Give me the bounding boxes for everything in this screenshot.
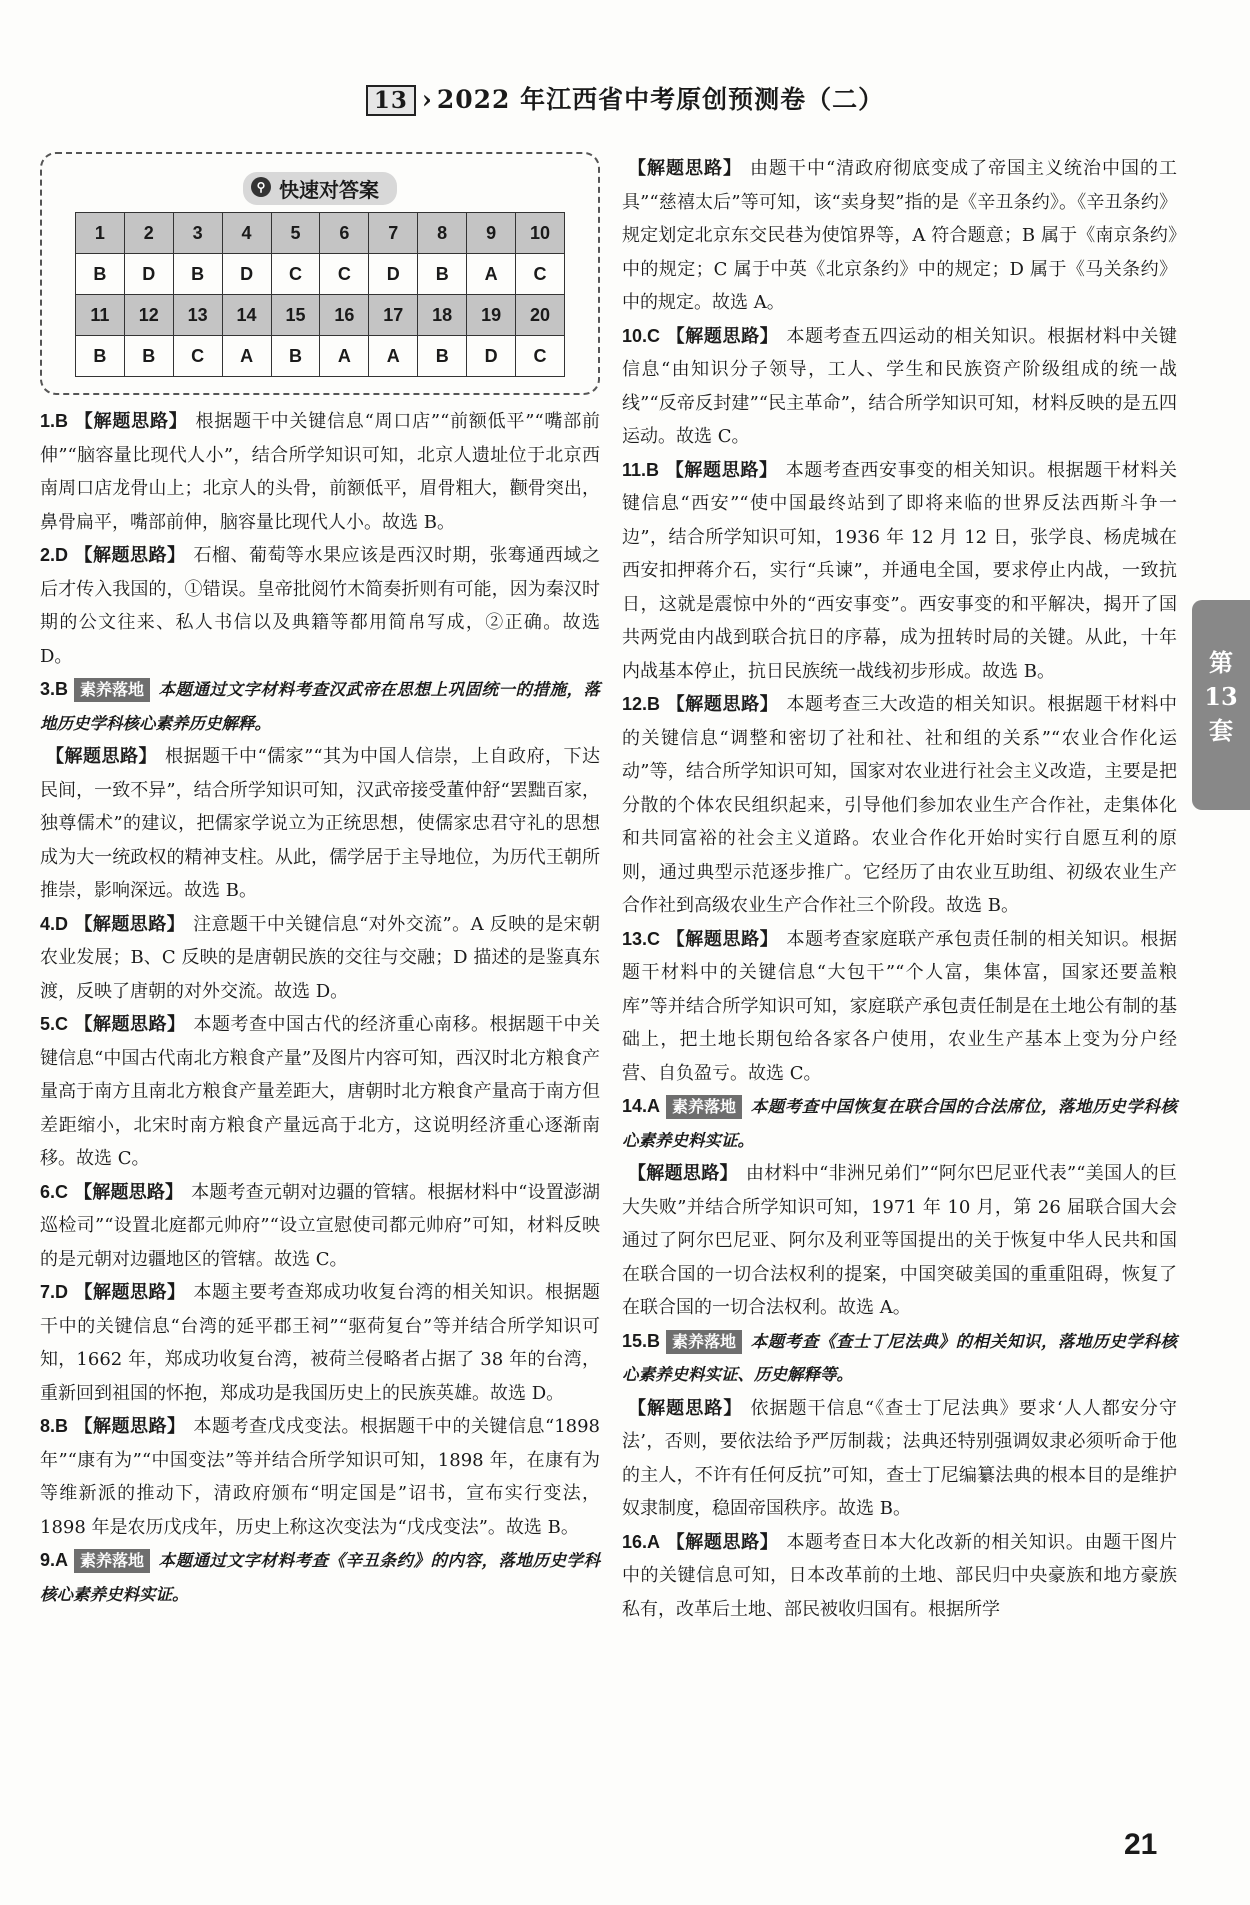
answer-explanation: [622, 152, 1177, 320]
answer-cell: D: [222, 254, 271, 295]
question-number: 8.B: [40, 1416, 69, 1436]
literacy-note: 本题考查《查士丁尼法典》的相关知识，落地历史学科核心素养史料实证、历史解释等。: [622, 1331, 1177, 1384]
answer-cell: B: [418, 336, 467, 377]
answer-cell: 9: [467, 213, 516, 254]
solution-tag: 【解题思路】: [74, 1416, 186, 1437]
answer-cell: A: [320, 336, 369, 377]
answer-cell: 5: [271, 213, 320, 254]
solution-text: 石榴、葡萄等水果应该是西汉时期，张骞通西域之后才传入我国的，①错误。皇帝批阅竹木简奏折则有可能，因为秦汉时期的公文往来、私人书信以及典籍等都用简帛写成，②正确。故选 D。: [40, 545, 601, 667]
question-number: 13.C: [622, 928, 661, 949]
answer-cell: 19: [467, 295, 516, 336]
answer-cell: C: [271, 254, 320, 295]
solution-tag: 【解题思路】: [74, 411, 188, 432]
solution-tag: 【解题思路】: [74, 545, 186, 566]
solution-tag: 【解题思路】: [628, 1397, 743, 1419]
literacy-badge: 素养落地: [74, 678, 150, 702]
solution-tag: 【解题思路】: [628, 1163, 738, 1184]
answer-cell: 18: [418, 295, 467, 336]
solution-text: 本题考查西安事变的相关知识。根据题干材料关键信息“西安”“使中国最终站到了即将来临的世界反法西斯斗争一边”，结合所学知识可知，1936 年 12 月 12 日，张学良、杨虎城在西安扣押蒋介石，实行“兵谏”，并通电全国，要求停止内战，一致抗日，这就是震惊中外的“西安事变”。西安事变的和平解决，揭开了国共两党由内战到联合抗日的序幕，成为扭转时局的关键。从此，十年内战基本停止，抗日民族统一战线初步形成。故选 B。: [622, 459, 1178, 682]
answer-explanation: [40, 405, 600, 539]
answer-cell: A: [467, 254, 516, 295]
answer-cell: A: [369, 336, 418, 377]
solution-text: 本题考查家庭联产承包责任制的相关知识。根据题干材料中的关键信息“大包干”“个人富，集体富，国家还要盖粮库”等并结合所学知识可知，家庭联产承包责任制是在土地公有制的基础上，把土地长期包给各家各户使用，农业生产基本上变为分户经营、自负盈亏。故选 C。: [622, 928, 1178, 1084]
question-number: 6.C: [40, 1181, 69, 1202]
literacy-badge: 素养落地: [666, 1095, 742, 1119]
solution-tag: 【解题思路】: [74, 1181, 184, 1203]
answer-explanation: [622, 1325, 1177, 1526]
answer-cell: D: [467, 336, 516, 377]
answer-cell: D: [369, 254, 418, 295]
answer-cell: 3: [173, 213, 222, 254]
solution-text: 本题考查三大改造的相关知识。根据题干材料中的关键信息“调整和密切了社和社、社和组的关系”“农业合作化运动”等，结合所学知识可知，国家对农业进行社会主义改造，主要是把分散的个体农民组织起来，引导他们参加农业生产合作社，走集体化和共同富裕的社会主义道路。农业合作化开始时实行自愿互利的原则，通过典型示范逐步推广。它经历了由农业互助组、初级农业生产合作社到高级农业生产合作社三个阶段。故选 B。: [622, 694, 1178, 916]
answer-cell: B: [173, 254, 222, 295]
question-number: 4.D: [40, 913, 69, 934]
solution-text: 本题考查五四运动的相关知识。根据材料中关键信息“由知识分子领导，工人、学生和民族资产阶级组成的统一战线”“反帝反封建”“民主革命”，结合所学知识可知，材料反映的是五四运动。故选 C。: [622, 325, 1178, 447]
answer-explanation: [622, 320, 1177, 454]
answer-explanation: [40, 1008, 600, 1176]
solution-text: 本题考查元朝对边疆的管辖。根据材料中“设置澎湖巡检司”“设置北庭都元帅府”“设立宣慰使司都元帅府”可知，材料反映的是元朝对边疆地区的管辖。故选 C。: [40, 1181, 600, 1270]
literacy-note: 本题通过文字材料考查汉武帝在思想上巩固统一的措施，落地历史学科核心素养历史解释。: [40, 680, 600, 733]
answer-cell: 15: [271, 295, 320, 336]
answer-cell: B: [124, 336, 173, 377]
answer-cell: 20: [516, 295, 565, 336]
question-number: 3.B: [40, 679, 69, 699]
question-number: 10.C: [622, 325, 661, 346]
answer-cell: 2: [124, 213, 173, 254]
answer-cell: 13: [173, 295, 222, 336]
answer-number-row: [76, 295, 565, 336]
answer-cell: B: [271, 336, 320, 377]
quick-answer-box: [40, 152, 600, 395]
solution-text: 本题主要考查郑成功收复台湾的相关知识。根据题干中的关键信息“台湾的延平郡王祠”“驱荷复台”等并结合所学知识可知，1662 年，郑成功收复台湾，被荷兰侵略者占据了 38 年的台湾，重新回到祖国的怀抱，郑成功是我国历史上的民族英雄。故选 D。: [40, 1282, 601, 1404]
solution-tag: 【解题思路】: [666, 325, 779, 347]
answer-cell: 1: [76, 213, 125, 254]
answer-cell: 8: [418, 213, 467, 254]
solution-text: 本题考查中国古代的经济重心南移。根据题干中关键信息“中国古代南北方粮食产量”及图片内容可知，西汉时北方粮食产量高于南方且南北方粮食产量差距大，唐朝时北方粮食产量高于南方但差距缩小，北宋时南方粮食产量远高于北方，这说明经济重心逐渐南移。故选 C。: [40, 1014, 601, 1169]
answer-cell: C: [516, 336, 565, 377]
answer-cell: 10: [516, 213, 565, 254]
answer-explanation: [622, 923, 1177, 1091]
solution-tag: 【解题思路】: [74, 1282, 186, 1303]
question-number: 15.B: [622, 1330, 661, 1351]
page-number: 21: [1124, 1828, 1158, 1861]
answer-cell: 16: [320, 295, 369, 336]
solution-tag: 【解题思路】: [46, 746, 157, 767]
solution-text: 依据题干信息“《查士丁尼法典》要求‘人人都安分守法’，否则，要依法给予严厉制裁；法典还特别强调奴隶必须听命于他的主人，不许有任何反抗”可知，查士丁尼编纂法典的根本目的是维护奴隶制度，稳固帝国秩序。故选 B。: [622, 1397, 1178, 1519]
literacy-note: 本题通过文字材料考查《辛丑条约》的内容，落地历史学科核心素养史料实证。: [40, 1551, 600, 1604]
question-number: 2.D: [40, 545, 69, 565]
answer-cell: B: [418, 254, 467, 295]
answer-cell: C: [516, 254, 565, 295]
answer-explanation: [622, 1090, 1177, 1325]
answer-explanation: [40, 908, 600, 1009]
literacy-badge: 素养落地: [666, 1330, 742, 1354]
solution-tag: 【解题思路】: [628, 158, 742, 179]
literacy-note: 本题考查中国恢复在联合国的合法席位，落地历史学科核心素养史料实证。: [622, 1097, 1177, 1150]
answer-letter-row: [76, 254, 565, 295]
solution-text: 注意题干中关键信息“对外交流”。A 反映的是宋朝农业发展；B、C 反映的是唐朝民族的交往与交融；D 描述的是鉴真东渡，反映了唐朝的对外交流。故选 D。: [40, 913, 601, 1002]
answer-cell: 14: [222, 295, 271, 336]
solution-text: 由题干中“清政府彻底变成了帝国主义统治中国的工具”“慈禧太后”等可知，该“卖身契”指的是《辛丑条约》。《辛丑条约》规定划定北京东交民巷为使馆界等，A 符合题意；B 属于《南京条约》中的规定；C 属于中英《北京条约》中的规定；D 属于《马关条约》中的规定。故选 A。: [622, 158, 1178, 313]
answer-cell: 4: [222, 213, 271, 254]
answer-cell: 7: [369, 213, 418, 254]
question-number: 7.D: [40, 1282, 69, 1302]
solution-tag: 【解题思路】: [74, 1014, 186, 1035]
answer-explanation: [40, 1176, 600, 1277]
answer-cell: 12: [124, 295, 173, 336]
answer-number-row: [76, 213, 565, 254]
page-title: [0, 80, 1250, 116]
literacy-badge: 素养落地: [74, 1549, 150, 1573]
answer-cell: D: [124, 254, 173, 295]
left-column: [40, 152, 600, 1611]
magnifier-icon: ⚲: [251, 177, 271, 197]
answer-explanation: [622, 688, 1177, 923]
solution-text: 根据题干中关键信息“周口店”“前额低平”“嘴部前伸”“脑容量比现代人小”，结合所学知识可知，北京人遗址位于北京西南周口店龙骨山上；北京人的头骨，前额低平，眉骨粗大，颧骨突出，鼻骨扁平，嘴部前伸，脑容量比现代人小。故选 B。: [40, 411, 601, 533]
answer-cell: 6: [320, 213, 369, 254]
answer-explanation: [622, 454, 1177, 689]
answer-cell: C: [320, 254, 369, 295]
solution-tag: 【解题思路】: [74, 913, 186, 935]
solution-text: 本题考查戊戌变法。根据题干中的关键信息“1898 年”“康有为”“中国变法”等并结合所学知识可知，1898 年，在康有为等维新派的推动下，清政府颁布“明定国是”诏书，宣布实行变法，1898 年是农历戊戌年，历史上称这次变法为“戊戌变法”。故选 B。: [40, 1416, 601, 1538]
right-column: [622, 152, 1177, 1626]
title-text: 2022 年江西省中考原创预测卷（二）: [436, 85, 885, 114]
solution-text: 根据题干中“儒家”“其为中国人信崇，上自政府，下达民间，一致不异”，结合所学知识可知，汉武帝接受董仲舒“罢黜百家，独尊儒术”的建议，把儒家学说立为正统思想，使儒家忠君守礼的思想成为大一统政权的精神支柱。从此，儒学居于主导地位，为历代王朝所推崇，影响深远。故选 B。: [40, 746, 601, 901]
answer-cell: B: [76, 254, 125, 295]
answer-explanation: [40, 1276, 600, 1410]
solution-tag: 【解题思路】: [666, 1531, 779, 1553]
answer-explanation: [40, 673, 600, 908]
solution-tag: 【解题思路】: [666, 928, 779, 950]
set-side-tab: 第 13 套: [1192, 600, 1250, 810]
question-number: 5.C: [40, 1014, 69, 1034]
answer-explanation: [40, 539, 600, 673]
answer-explanation: [40, 1544, 600, 1611]
quick-answer-label: ⚲ 快速对答案: [243, 172, 397, 205]
solution-text: 本题考查日本大化改新的相关知识。由题干图片中的关键信息可知，日本改革前的土地、部民归中央豪族和地方豪族私有，改革后土地、部民被收归国有。根据所学: [622, 1531, 1178, 1620]
question-number: 14.A: [622, 1096, 661, 1116]
answer-explanation: [622, 1526, 1177, 1627]
question-number: 11.B: [622, 459, 660, 480]
question-number: 12.B: [622, 694, 661, 714]
answer-cell: A: [222, 336, 271, 377]
answer-cell: 11: [76, 295, 125, 336]
solution-tag: 【解题思路】: [665, 459, 778, 481]
answer-explanation: [40, 1410, 600, 1544]
question-number: 1.B: [40, 411, 69, 431]
answer-letter-row: [76, 336, 565, 377]
chevron-right-icon: ›: [421, 85, 433, 114]
question-number: 16.A: [622, 1531, 661, 1552]
solution-tag: 【解题思路】: [666, 694, 779, 715]
answer-cell: C: [173, 336, 222, 377]
answer-table: [75, 212, 565, 377]
solution-text: 由材料中“非洲兄弟们”“阿尔巴尼亚代表”“美国人的巨大失败”并结合所学知识可知，1971 年 10 月，第 26 届联合国大会通过了阿尔巴尼亚、阿尔及利亚等国提出的关于恢复中华人民共和国在联合国的一切合法权利的提案，中国突破美国的重重阻碍，恢复了在联合国的一切合法权利。故选 A。: [622, 1163, 1177, 1318]
set-number-badge: 13: [366, 85, 416, 116]
question-number: 9.A: [40, 1550, 69, 1570]
answer-cell: 17: [369, 295, 418, 336]
answer-cell: B: [76, 336, 125, 377]
